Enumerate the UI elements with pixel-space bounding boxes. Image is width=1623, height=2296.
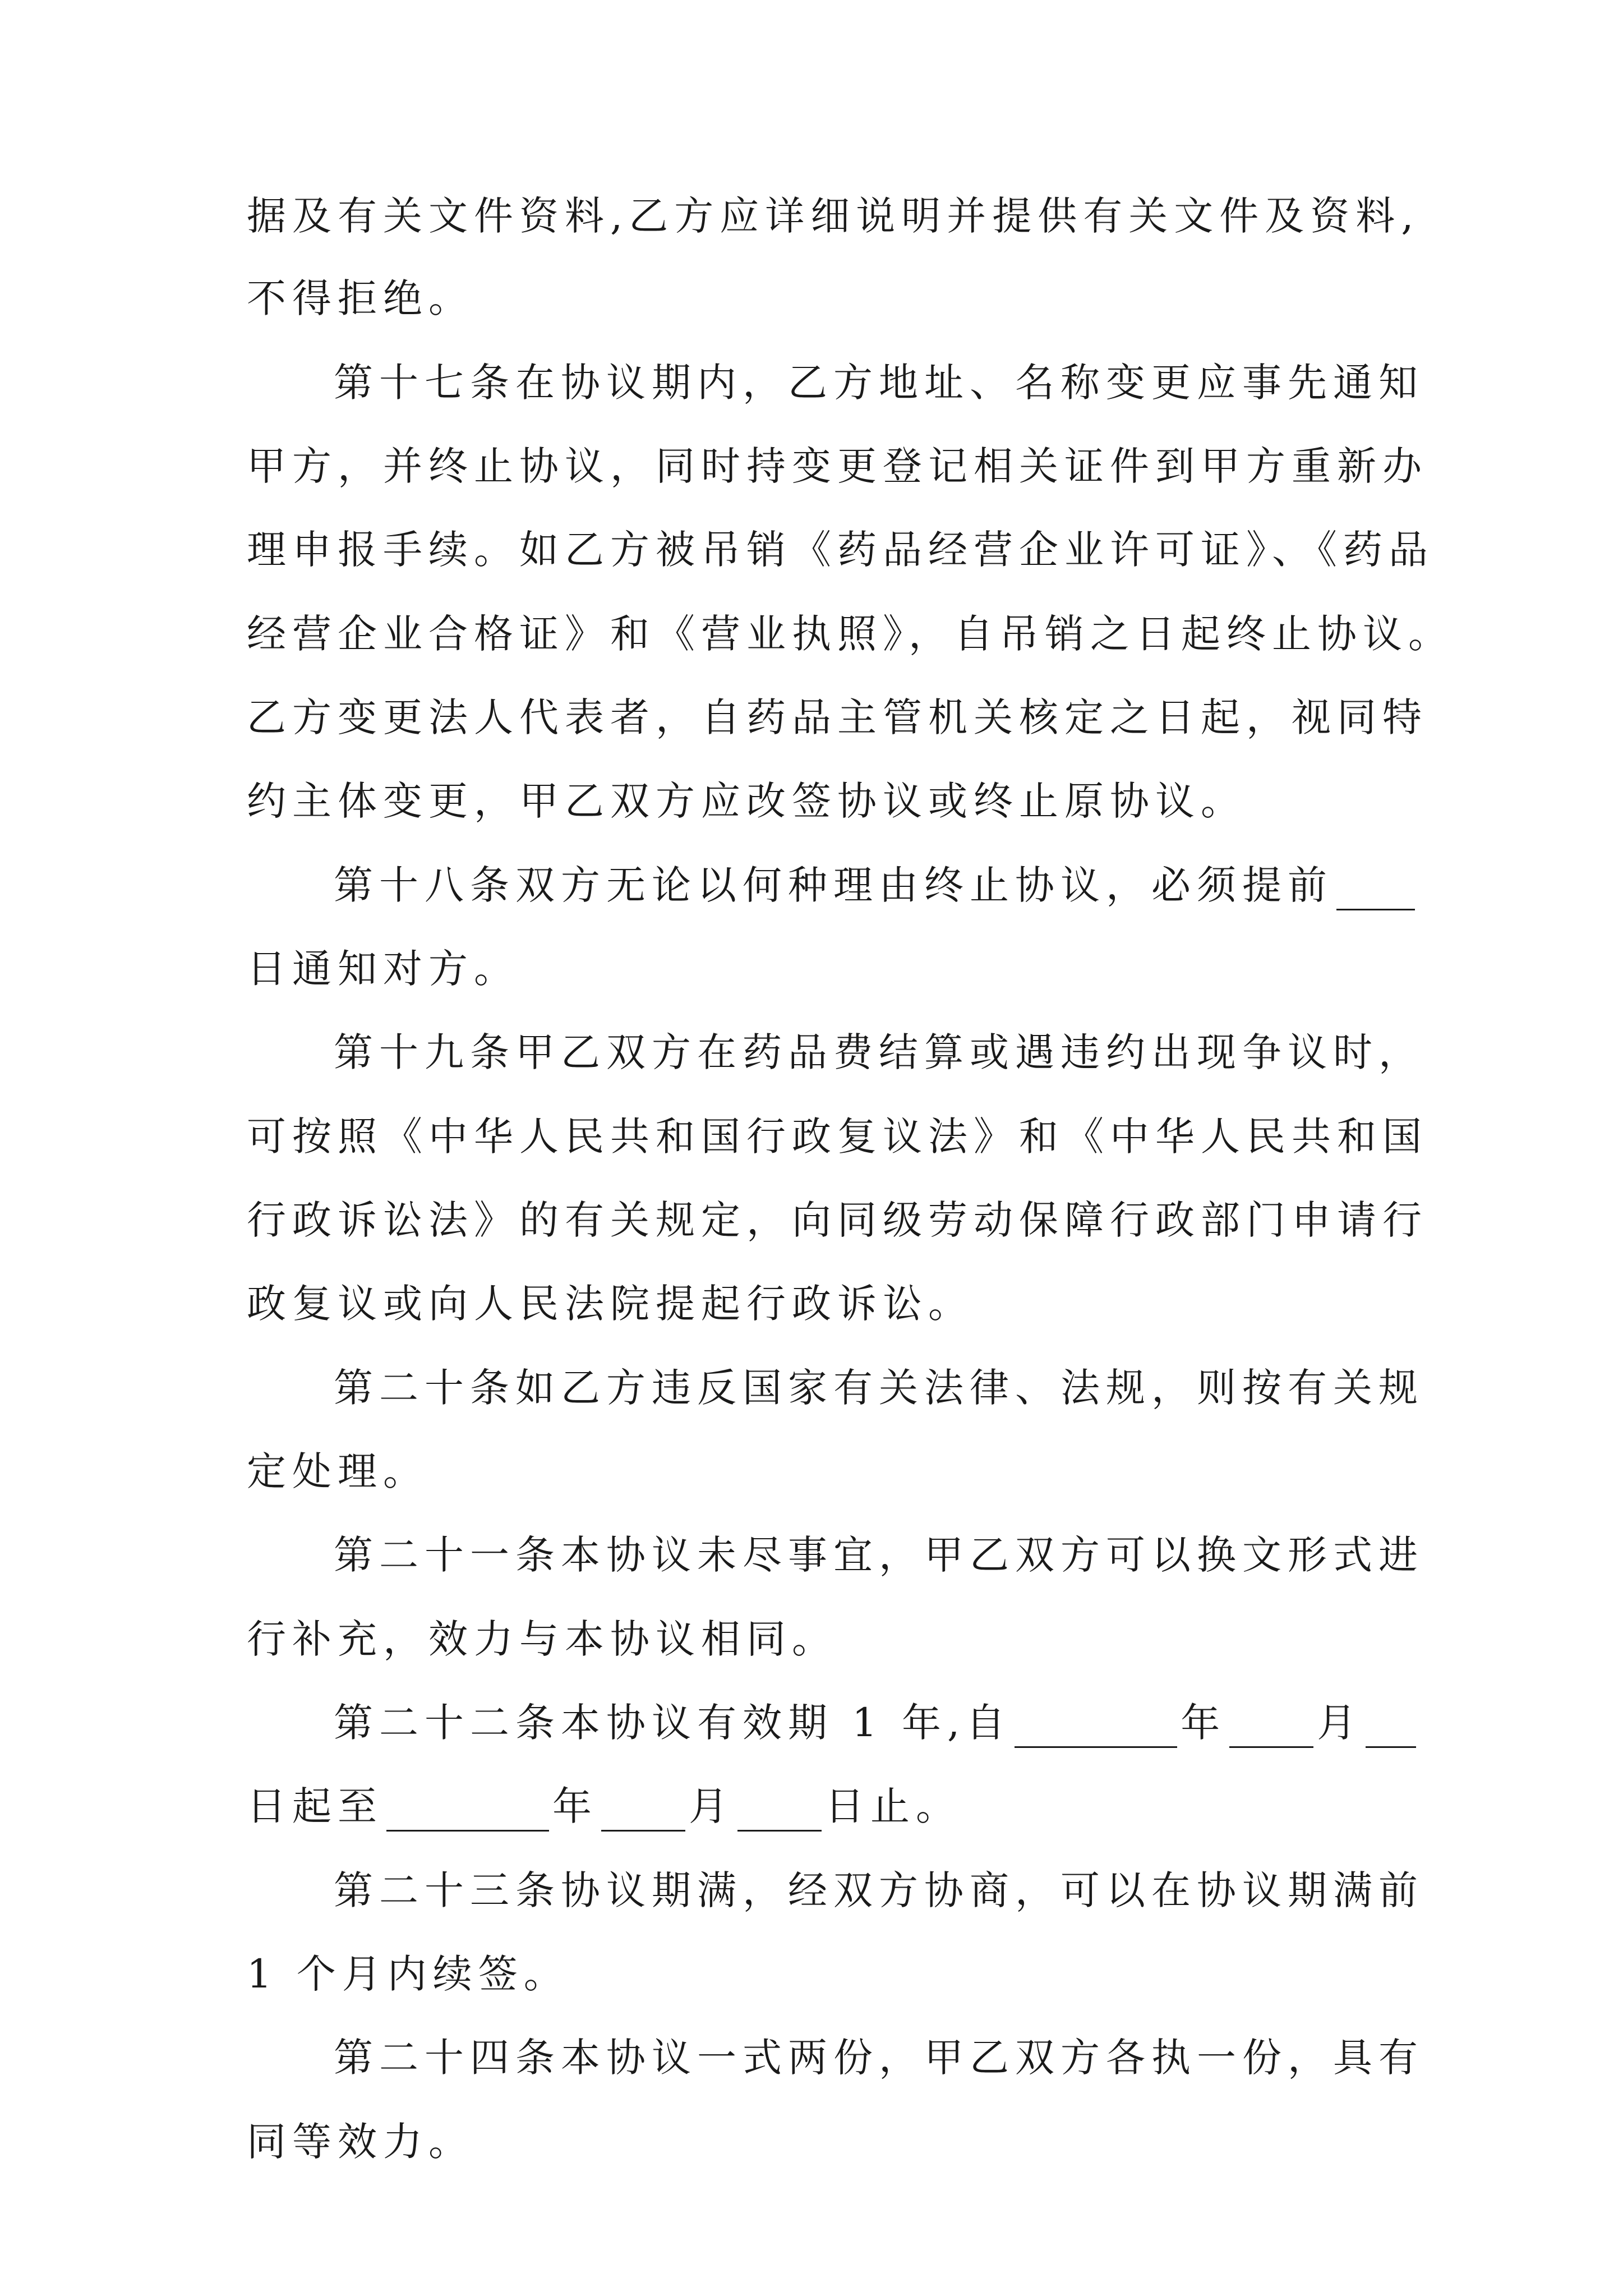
text-line: 据及有关文件资料,乙方应详细说明并提供有关文件及资料, bbox=[247, 193, 1420, 239]
month-label: 月 bbox=[689, 1783, 734, 1829]
fill-blank-start-month[interactable] bbox=[1229, 1708, 1313, 1748]
article-18-text: 第十八条双方无论以何种理由终止协议，必须提前 bbox=[334, 862, 1333, 908]
article-23-heading: 第二十三条协议期满，经双方协商，可以在协议期满前 bbox=[334, 1867, 1424, 1913]
date-from-label: 日起至 bbox=[247, 1783, 383, 1829]
article-22-line bbox=[334, 1697, 1419, 1748]
fill-blank-end-day[interactable] bbox=[737, 1792, 822, 1832]
article-18-line bbox=[334, 860, 1418, 910]
year-label: 年 bbox=[1181, 1700, 1227, 1746]
text-line: 乙方变更法人代表者，自药品主管机关核定之日起，视同特 bbox=[247, 694, 1428, 740]
month-label: 月 bbox=[1317, 1700, 1363, 1746]
text-line: 不得拒绝。 bbox=[247, 275, 474, 321]
text-line: 甲方，并终止协议，同时持变更登记相关证件到甲方重新办 bbox=[247, 443, 1428, 489]
article-22-text: 第二十二条本协议有效期 1 年,自 bbox=[334, 1700, 1012, 1746]
text-line: 1 个月内续签。 bbox=[247, 1951, 569, 1997]
text-line: 可按照《中华人民共和国行政复议法》和《中华人民共和国 bbox=[247, 1114, 1428, 1159]
article-24-heading: 第二十四条本协议一式两份，甲乙双方各执一份，具有 bbox=[334, 2035, 1424, 2081]
text-line: 理申报手续。如乙方被吊销《药品经营企业许可证》、《药品 bbox=[247, 527, 1434, 573]
article-17-heading: 第十七条在协议期内，乙方地址、名称变更应事先通知 bbox=[334, 360, 1424, 406]
text-line: 同等效力。 bbox=[247, 2119, 474, 2165]
fill-blank-end-year[interactable] bbox=[386, 1792, 549, 1832]
text-line: 经营企业合格证》和《营业执照》，自吊销之日起终止协议。 bbox=[247, 611, 1454, 657]
text-line: 行补充，效力与本协议相同。 bbox=[247, 1616, 837, 1662]
text-line: 约主体变更，甲乙双方应改签协议或终止原协议。 bbox=[247, 778, 1246, 824]
fill-blank-end-month[interactable] bbox=[601, 1792, 685, 1832]
year-label: 年 bbox=[552, 1783, 598, 1829]
article-22-line-2 bbox=[247, 1781, 961, 1832]
fill-blank-days[interactable] bbox=[1336, 871, 1415, 910]
fill-blank-start-day[interactable] bbox=[1366, 1708, 1416, 1748]
text-line: 日通知对方。 bbox=[247, 946, 519, 992]
date-end-label: 日止。 bbox=[825, 1783, 961, 1829]
fill-blank-start-year[interactable] bbox=[1015, 1708, 1177, 1748]
text-line: 政复议或向人民法院提起行政诉讼。 bbox=[247, 1281, 974, 1327]
text-line: 行政诉讼法》的有关规定，向同级劳动保障行政部门申请行 bbox=[247, 1197, 1428, 1243]
article-20-heading: 第二十条如乙方违反国家有关法律、法规，则按有关规 bbox=[334, 1365, 1424, 1411]
article-19-heading: 第十九条甲乙双方在药品费结算或遇违约出现争议时， bbox=[334, 1029, 1424, 1075]
text-line: 定处理。 bbox=[247, 1448, 428, 1494]
article-21-heading: 第二十一条本协议未尽事宜，甲乙双方可以换文形式进 bbox=[334, 1532, 1424, 1578]
